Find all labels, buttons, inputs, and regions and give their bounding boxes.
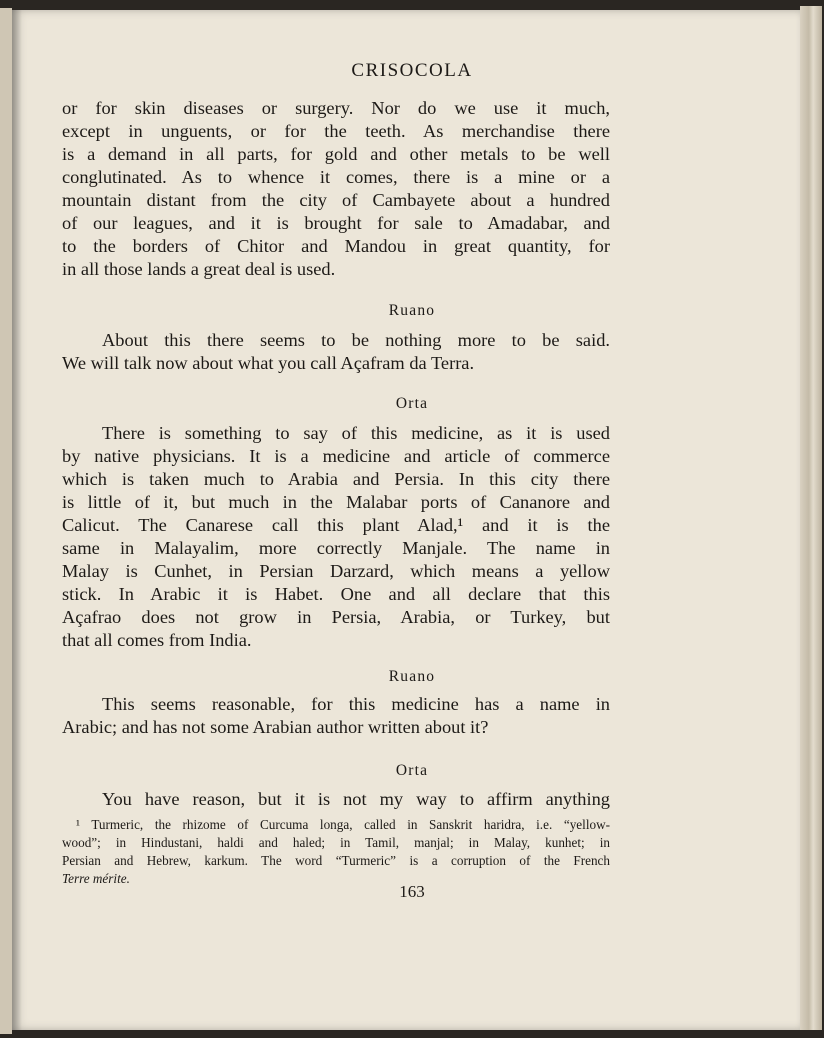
text-line: by native physicians. It is a medicine and article of commerce [62,446,610,466]
page-left-edge [0,8,12,1034]
footnote [62,816,610,888]
paragraph-5 [62,788,610,811]
running-head: CRISOCOLA [351,60,473,81]
speaker-heading: Orta [395,762,429,779]
text-line: to the borders of Chitor and Mandou in great quantity, for [62,236,610,256]
paragraph-2 [62,329,610,375]
text-line: which is taken much to Arabia and Persia. In this city there [62,469,610,489]
footnote-line: Persian and Hebrew, karkum. The word “Turmeric” is a corruption of the French [62,853,610,868]
text-line: is a demand in all parts, for gold and other metals to be well [62,144,610,164]
paragraph-3 [62,422,610,652]
text-line: Açafrao does not grow in Persia, Arabia, or Turkey, but [62,607,610,627]
speaker-heading: Ruano [388,668,436,685]
text-line: in all those lands a great deal is used. [62,259,336,279]
text-line: Malay is Cunhet, in Persian Darzard, which means a yellow [62,561,610,581]
text-line: mountain distant from the city of Cambayete about a hundred [62,190,610,210]
text-line: Calicut. The Canarese call this plant Alad,¹ and it is the [62,515,610,535]
speaker-heading: Orta [395,395,429,412]
paragraph-4 [62,693,610,739]
paragraph-1 [62,97,610,281]
page-right-edge [800,6,822,1030]
text-line: same in Malayalim, more correctly Manjale. The name in [62,538,610,558]
text-line: conglutinated. As to whence it comes, there is a mine or a [62,167,610,187]
footnote-line: Terre mérite. [62,871,130,886]
text-line: except in unguents, or for the teeth. As merchandise there [62,121,610,141]
text-line: You have reason, but it is not my way to affirm anything [102,789,610,809]
page-gutter-shadow [12,10,22,1030]
text-line: Arabic; and has not some Arabian author written about it? [62,717,489,737]
speaker-heading: Ruano [388,302,436,319]
footnote-line: wood”; in Hindustani, haldi and haled; in Tamil, manjal; in Malay, kunhet; in [62,835,610,850]
page-number: 163 [399,882,425,901]
text-line: This seems reasonable, for this medicine has a name in [102,694,610,714]
text-line: stick. In Arabic it is Habet. One and all declare that this [62,584,610,604]
text-line: of our leagues, and it is brought for sale to Amadabar, and [62,213,610,233]
text-line: There is something to say of this medicine, as it is used [102,423,610,443]
text-line: We will talk now about what you call Açafram da Terra. [62,353,475,373]
footnote-line: ¹ Turmeric, the rhizome of Curcuma longa, called in Sanskrit haridra, i.e. “yellow- [76,817,610,832]
text-line: is little of it, but much in the Malabar ports of Cananore and [62,492,610,512]
text-line: About this there seems to be nothing more to be said. [102,330,610,350]
text-line: or for skin diseases or surgery. Nor do we use it much, [62,98,610,118]
text-line: that all comes from India. [62,630,252,650]
